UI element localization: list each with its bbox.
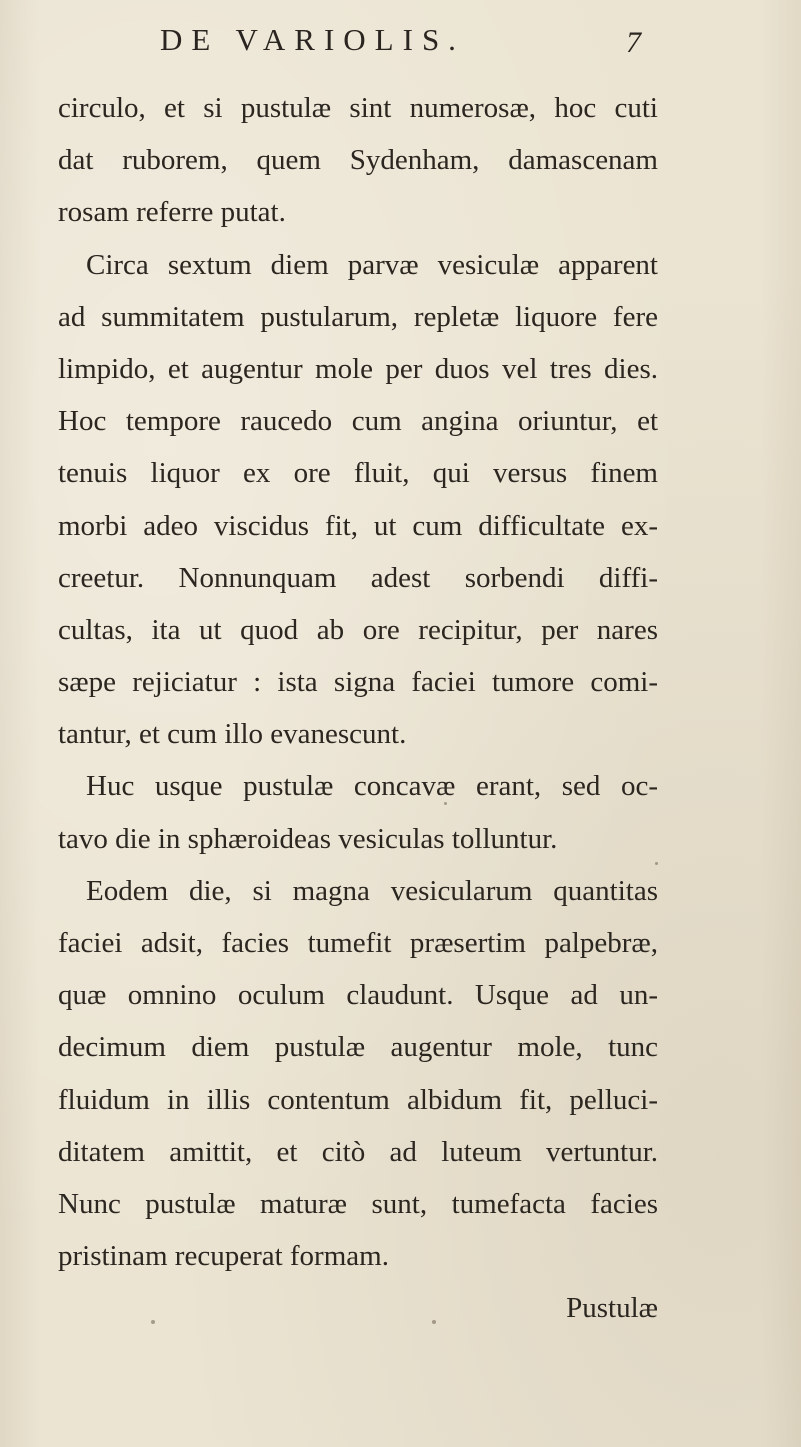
text-line: tantur, et cum illo evanescunt.: [58, 718, 407, 751]
text-line: limpido, et augentur mole per duos vel tres dies.: [58, 352, 658, 385]
text-line: tavo die in sphæroideas vesiculas tolluntur.: [58, 822, 558, 855]
text-line: ditatem amittit, et citò ad luteum vertuntur.: [58, 1135, 658, 1168]
text-line: ad summitatem pustularum, repletæ liquore fere: [58, 300, 658, 333]
text-line: rosam referre putat.: [58, 196, 286, 229]
paper-speck: [432, 1320, 436, 1324]
text-line: sæpe rejiciatur : ista signa faciei tumore comi-: [58, 666, 658, 699]
text-body: [58, 82, 658, 1335]
text-line: fluidum in illis contentum albidum fit, pelluci-: [58, 1083, 658, 1116]
text-line: decimum diem pustulæ augentur mole, tunc: [58, 1031, 658, 1064]
running-title: DE VARIOLIS.: [160, 22, 465, 57]
text-line: Hoc tempore raucedo cum angina oriuntur, et: [58, 405, 658, 438]
text-line: creetur. Nonnunquam adest sorbendi diffi-: [58, 561, 658, 594]
text-line: Nunc pustulæ maturæ sunt, tumefacta facies: [58, 1187, 658, 1220]
text-line: Circa sextum diem parvæ vesiculæ apparent: [86, 248, 658, 281]
text-line: Huc usque pustulæ concavæ erant, sed oc-: [86, 770, 658, 803]
text-line: cultas, ita ut quod ab ore recipitur, per nares: [58, 613, 658, 646]
text-line: tenuis liquor ex ore fluit, qui versus finem: [58, 457, 658, 490]
page-header: [0, 22, 801, 62]
text-line: faciei adsit, facies tumefit præsertim palpebræ,: [58, 927, 658, 959]
page-number: 7: [626, 26, 641, 59]
text-line: quæ omnino oculum claudunt. Usque ad un-: [58, 979, 658, 1012]
text-line: morbi adeo viscidus fit, ut cum difficultate ex-: [58, 509, 658, 542]
catchword: Pustulæ: [566, 1292, 658, 1325]
paper-speck: [655, 862, 658, 865]
text-line: dat ruborem, quem Sydenham, damascenam: [58, 144, 658, 177]
paper-speck: [151, 1320, 155, 1324]
paper-speck: [444, 802, 447, 805]
text-line: circulo, et si pustulæ sint numerosæ, hoc cuti: [58, 92, 658, 124]
text-line: pristinam recuperat formam.: [58, 1240, 389, 1273]
text-line: Eodem die, si magna vesicularum quantitas: [86, 874, 658, 907]
